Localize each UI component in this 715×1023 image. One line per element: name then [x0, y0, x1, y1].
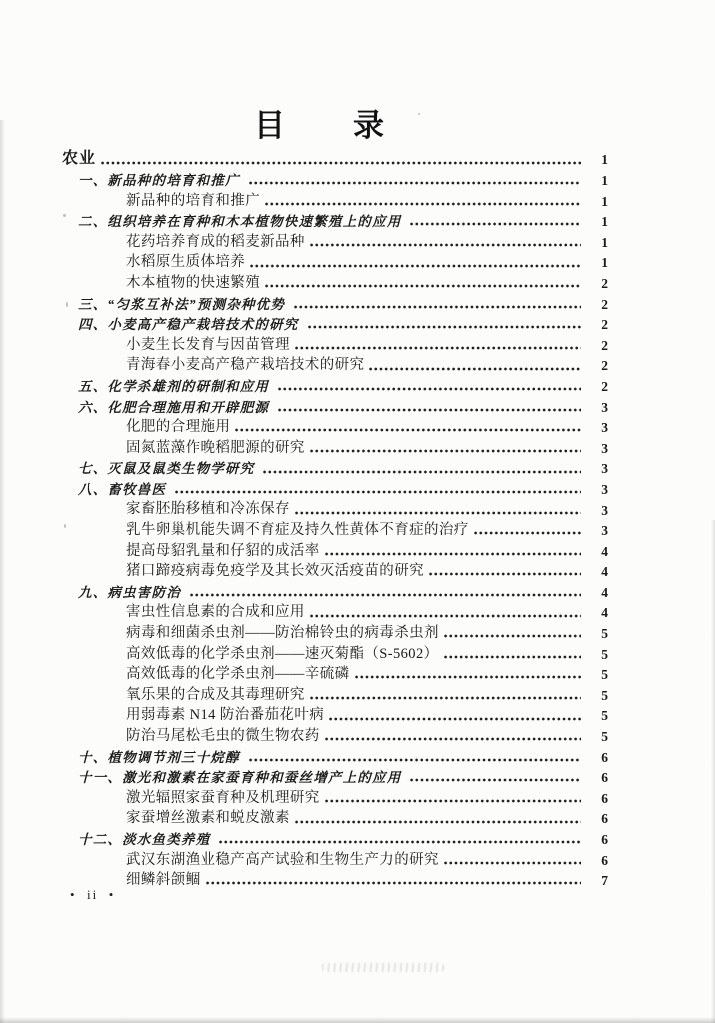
- page-number-footer: • ii •: [70, 887, 116, 902]
- entry-text: 二、组织培养在育种和木本植物快速繁殖上的应用: [78, 214, 402, 230]
- entry-text: 氧乐果的合成及其毒理研究: [126, 686, 305, 703]
- entry-text: 猪口蹄疫病毒免疫学及其长效灭活疫苗的研究: [126, 563, 424, 580]
- dot-leader: [249, 758, 581, 762]
- entry-page-number: 5: [601, 626, 608, 642]
- entry-text: 十、植物调节剂三十烷醇: [78, 749, 240, 765]
- toc-entry: [62, 353, 608, 374]
- dot-leader: [190, 593, 581, 597]
- toc-entry: [62, 641, 608, 662]
- entry-text: 细鳞斜颌鲴: [126, 872, 201, 889]
- dot-leader: [325, 799, 581, 803]
- entry-page-number: 1: [601, 193, 608, 209]
- entry-page-number: 3: [601, 440, 608, 456]
- toc-entry: [62, 497, 608, 518]
- toc-entry: [62, 806, 608, 827]
- entry-page-number: 4: [601, 605, 608, 621]
- entry-page-number: 2: [601, 317, 608, 333]
- toc-entry: [62, 765, 608, 786]
- toc-entry: [62, 744, 608, 765]
- dot-leader: [295, 511, 581, 515]
- entry-text: 高效低毒的化学杀虫剂——速灭菊酯（S-5602）: [126, 645, 439, 662]
- entry-text: 一、新品种的培育和推广: [78, 173, 240, 189]
- dot-leader: [249, 181, 581, 185]
- dot-leader: [310, 614, 581, 618]
- scan-artifact-speck: [64, 524, 66, 528]
- entry-page-number: 3: [601, 523, 608, 539]
- scan-artifact-speck: [66, 302, 68, 307]
- entry-text: 青海春小麦高产稳产栽培技术的研究: [126, 357, 365, 374]
- toc-entry: [62, 229, 608, 250]
- entry-page-number: 6: [601, 770, 608, 786]
- entry-text: 水稻原生质体培养: [126, 254, 246, 271]
- dot-leader: [175, 490, 581, 494]
- entry-text: 花药培养育成的稻麦新品种: [126, 233, 305, 250]
- entry-page-number: 2: [601, 358, 608, 374]
- dot-leader: [278, 387, 581, 391]
- dot-leader: [295, 346, 581, 350]
- dot-leader: [369, 367, 581, 371]
- entry-page-number: 6: [601, 790, 608, 806]
- entry-text: 武汉东湖渔业稳产高产试验和生物生产力的研究: [126, 851, 439, 868]
- dot-leader: [444, 861, 581, 865]
- dot-leader: [219, 840, 581, 844]
- dot-leader: [329, 717, 581, 721]
- dot-leader: [444, 634, 581, 638]
- scan-artifact-bottom-edge: [0, 1017, 715, 1023]
- entry-page-number: 5: [601, 687, 608, 703]
- toc-entry: [62, 682, 608, 703]
- entry-page-number: 2: [601, 378, 608, 394]
- toc-entry: [62, 415, 608, 436]
- page-title: 目 录: [254, 108, 386, 143]
- dot-leader: [355, 675, 582, 679]
- entry-text: 病毒和细菌杀虫剂——防治棉铃虫的病毒杀虫剂: [126, 625, 439, 642]
- toc-entry: [62, 662, 608, 683]
- entry-text: 化肥的合理施用: [126, 419, 231, 436]
- entry-text: 六、化肥合理施用和开辟肥源: [78, 399, 270, 415]
- entry-page-number: 5: [601, 729, 608, 745]
- scan-artifact-pencil-mark: [322, 963, 444, 972]
- entry-text: 七、灭鼠及鼠类生物学研究: [78, 461, 255, 477]
- entry-page-number: 6: [601, 811, 608, 827]
- dot-leader: [250, 264, 581, 268]
- entry-page-number: 3: [601, 420, 608, 436]
- toc-entry: [62, 724, 608, 745]
- entry-page-number: 1: [601, 255, 608, 271]
- dot-leader: [410, 778, 581, 782]
- entry-text: 十一、激光和激素在家蚕育种和蚕丝增产上的应用: [78, 770, 402, 786]
- entry-page-number: 5: [601, 667, 608, 683]
- toc-entry: [62, 600, 608, 621]
- entry-page-number: 2: [601, 275, 608, 291]
- entry-text: 激光辐照家蚕育种及机理研究: [126, 789, 320, 806]
- entry-text: 高效低毒的化学杀虫剂——辛硫磷: [126, 666, 350, 683]
- toc-entry: [62, 291, 608, 312]
- entry-page-number: 4: [601, 543, 608, 559]
- entry-text: 固氮蓝藻作晚稻肥源的研究: [126, 439, 305, 456]
- dot-leader: [410, 222, 581, 226]
- toc-entry: [62, 209, 608, 230]
- dot-leader: [310, 696, 581, 700]
- scan-artifact-speck: [418, 113, 420, 115]
- toc-entry: [62, 394, 608, 415]
- entry-page-number: 4: [601, 584, 608, 600]
- entry-page-number: 3: [601, 461, 608, 477]
- entry-page-number: 3: [601, 399, 608, 415]
- entry-page-number: 1: [601, 234, 608, 250]
- toc-entry: [62, 188, 608, 209]
- entry-text: 四、小麦高产稳产栽培技术的研究: [78, 317, 299, 333]
- entry-text: 五、化学杀雄剂的研制和应用: [78, 378, 270, 394]
- entry-text: 家蚕增丝激素和蜕皮激素: [126, 810, 290, 827]
- dot-leader: [265, 284, 581, 288]
- toc-entry: [62, 477, 608, 498]
- entry-text: 用弱毒素 N14 防治番茄花叶病: [126, 707, 325, 724]
- entry-text: 防治马尾松毛虫的微生物农药: [126, 728, 320, 744]
- dot-leader: [206, 881, 582, 885]
- entry-text: 乳牛卵巢机能失调不育症及持久性黄体不育症的治疗: [126, 522, 469, 539]
- dot-leader: [235, 428, 581, 432]
- entry-page-number: 6: [601, 832, 608, 848]
- toc-entry: [62, 785, 608, 806]
- entry-page-number: 2: [601, 296, 608, 312]
- toc-entry: [62, 559, 608, 580]
- toc-entry: [62, 579, 608, 600]
- entry-page-number: 6: [601, 852, 608, 868]
- toc-entry: [62, 847, 608, 868]
- toc-entry: [62, 332, 608, 353]
- dot-leader: [444, 655, 582, 659]
- entry-text: 农业: [62, 149, 97, 167]
- entry-text: 新品种的培育和推广: [126, 192, 261, 209]
- dot-leader: [101, 161, 581, 165]
- toc-entry: [62, 868, 608, 889]
- dot-leader: [310, 449, 581, 453]
- dot-leader: [295, 820, 581, 824]
- dot-leader: [294, 305, 581, 309]
- entry-text: 木本植物的快速繁殖: [126, 274, 261, 291]
- entry-page-number: 5: [601, 708, 608, 724]
- toc-entry: [62, 312, 608, 333]
- toc-entry: [62, 271, 608, 292]
- toc-entry: [62, 435, 608, 456]
- dot-leader: [474, 531, 581, 535]
- dot-leader: [265, 202, 581, 206]
- entry-page-number: 3: [601, 481, 608, 497]
- entry-page-number: 1: [601, 214, 608, 230]
- toc-entry: [62, 703, 608, 724]
- dot-leader: [310, 243, 581, 247]
- entry-text: 家畜胚胎移植和冷冻保存: [126, 501, 290, 518]
- toc-entry: [62, 374, 608, 395]
- entry-page-number: 1: [601, 152, 608, 168]
- entry-page-number: 4: [601, 564, 608, 580]
- entry-page-number: 5: [601, 646, 608, 662]
- toc-entry: [62, 250, 608, 271]
- toc-entry: [62, 621, 608, 642]
- scan-artifact-speck: [63, 214, 66, 217]
- toc-entry: [62, 538, 608, 559]
- entry-text: 九、病虫害防治: [78, 584, 181, 600]
- toc-entry: [62, 147, 608, 168]
- toc-entry: [62, 518, 608, 539]
- entry-page-number: 7: [601, 873, 608, 889]
- entry-text: 提高母貂乳量和仔貂的成活率: [126, 542, 320, 559]
- entry-page-number: 3: [601, 502, 608, 518]
- dot-leader: [325, 737, 581, 741]
- dot-leader: [325, 552, 581, 556]
- toc-entry: [62, 456, 608, 477]
- entry-page-number: 2: [601, 337, 608, 353]
- toc-list: [62, 147, 608, 888]
- entry-text: 八、畜牧兽医: [78, 481, 167, 497]
- entry-page-number: 1: [601, 173, 608, 189]
- entry-text: 十二、淡水鱼类养殖: [78, 832, 211, 848]
- entry-page-number: 6: [601, 749, 608, 765]
- entry-text: 害虫性信息素的合成和应用: [126, 604, 305, 621]
- entry-text: 小麦生长发育与因苗管理: [126, 336, 290, 353]
- toc-entry: [62, 827, 608, 848]
- dot-leader: [278, 408, 581, 412]
- toc-entry: [62, 168, 608, 189]
- dot-leader: [308, 325, 582, 329]
- entry-text: 三、“匀浆互补法”预测杂种优势: [78, 296, 285, 312]
- scan-artifact-left-edge: [0, 120, 5, 1023]
- scan-artifact-right-edge: [711, 520, 715, 1023]
- dot-leader: [263, 470, 581, 474]
- dot-leader: [429, 572, 581, 576]
